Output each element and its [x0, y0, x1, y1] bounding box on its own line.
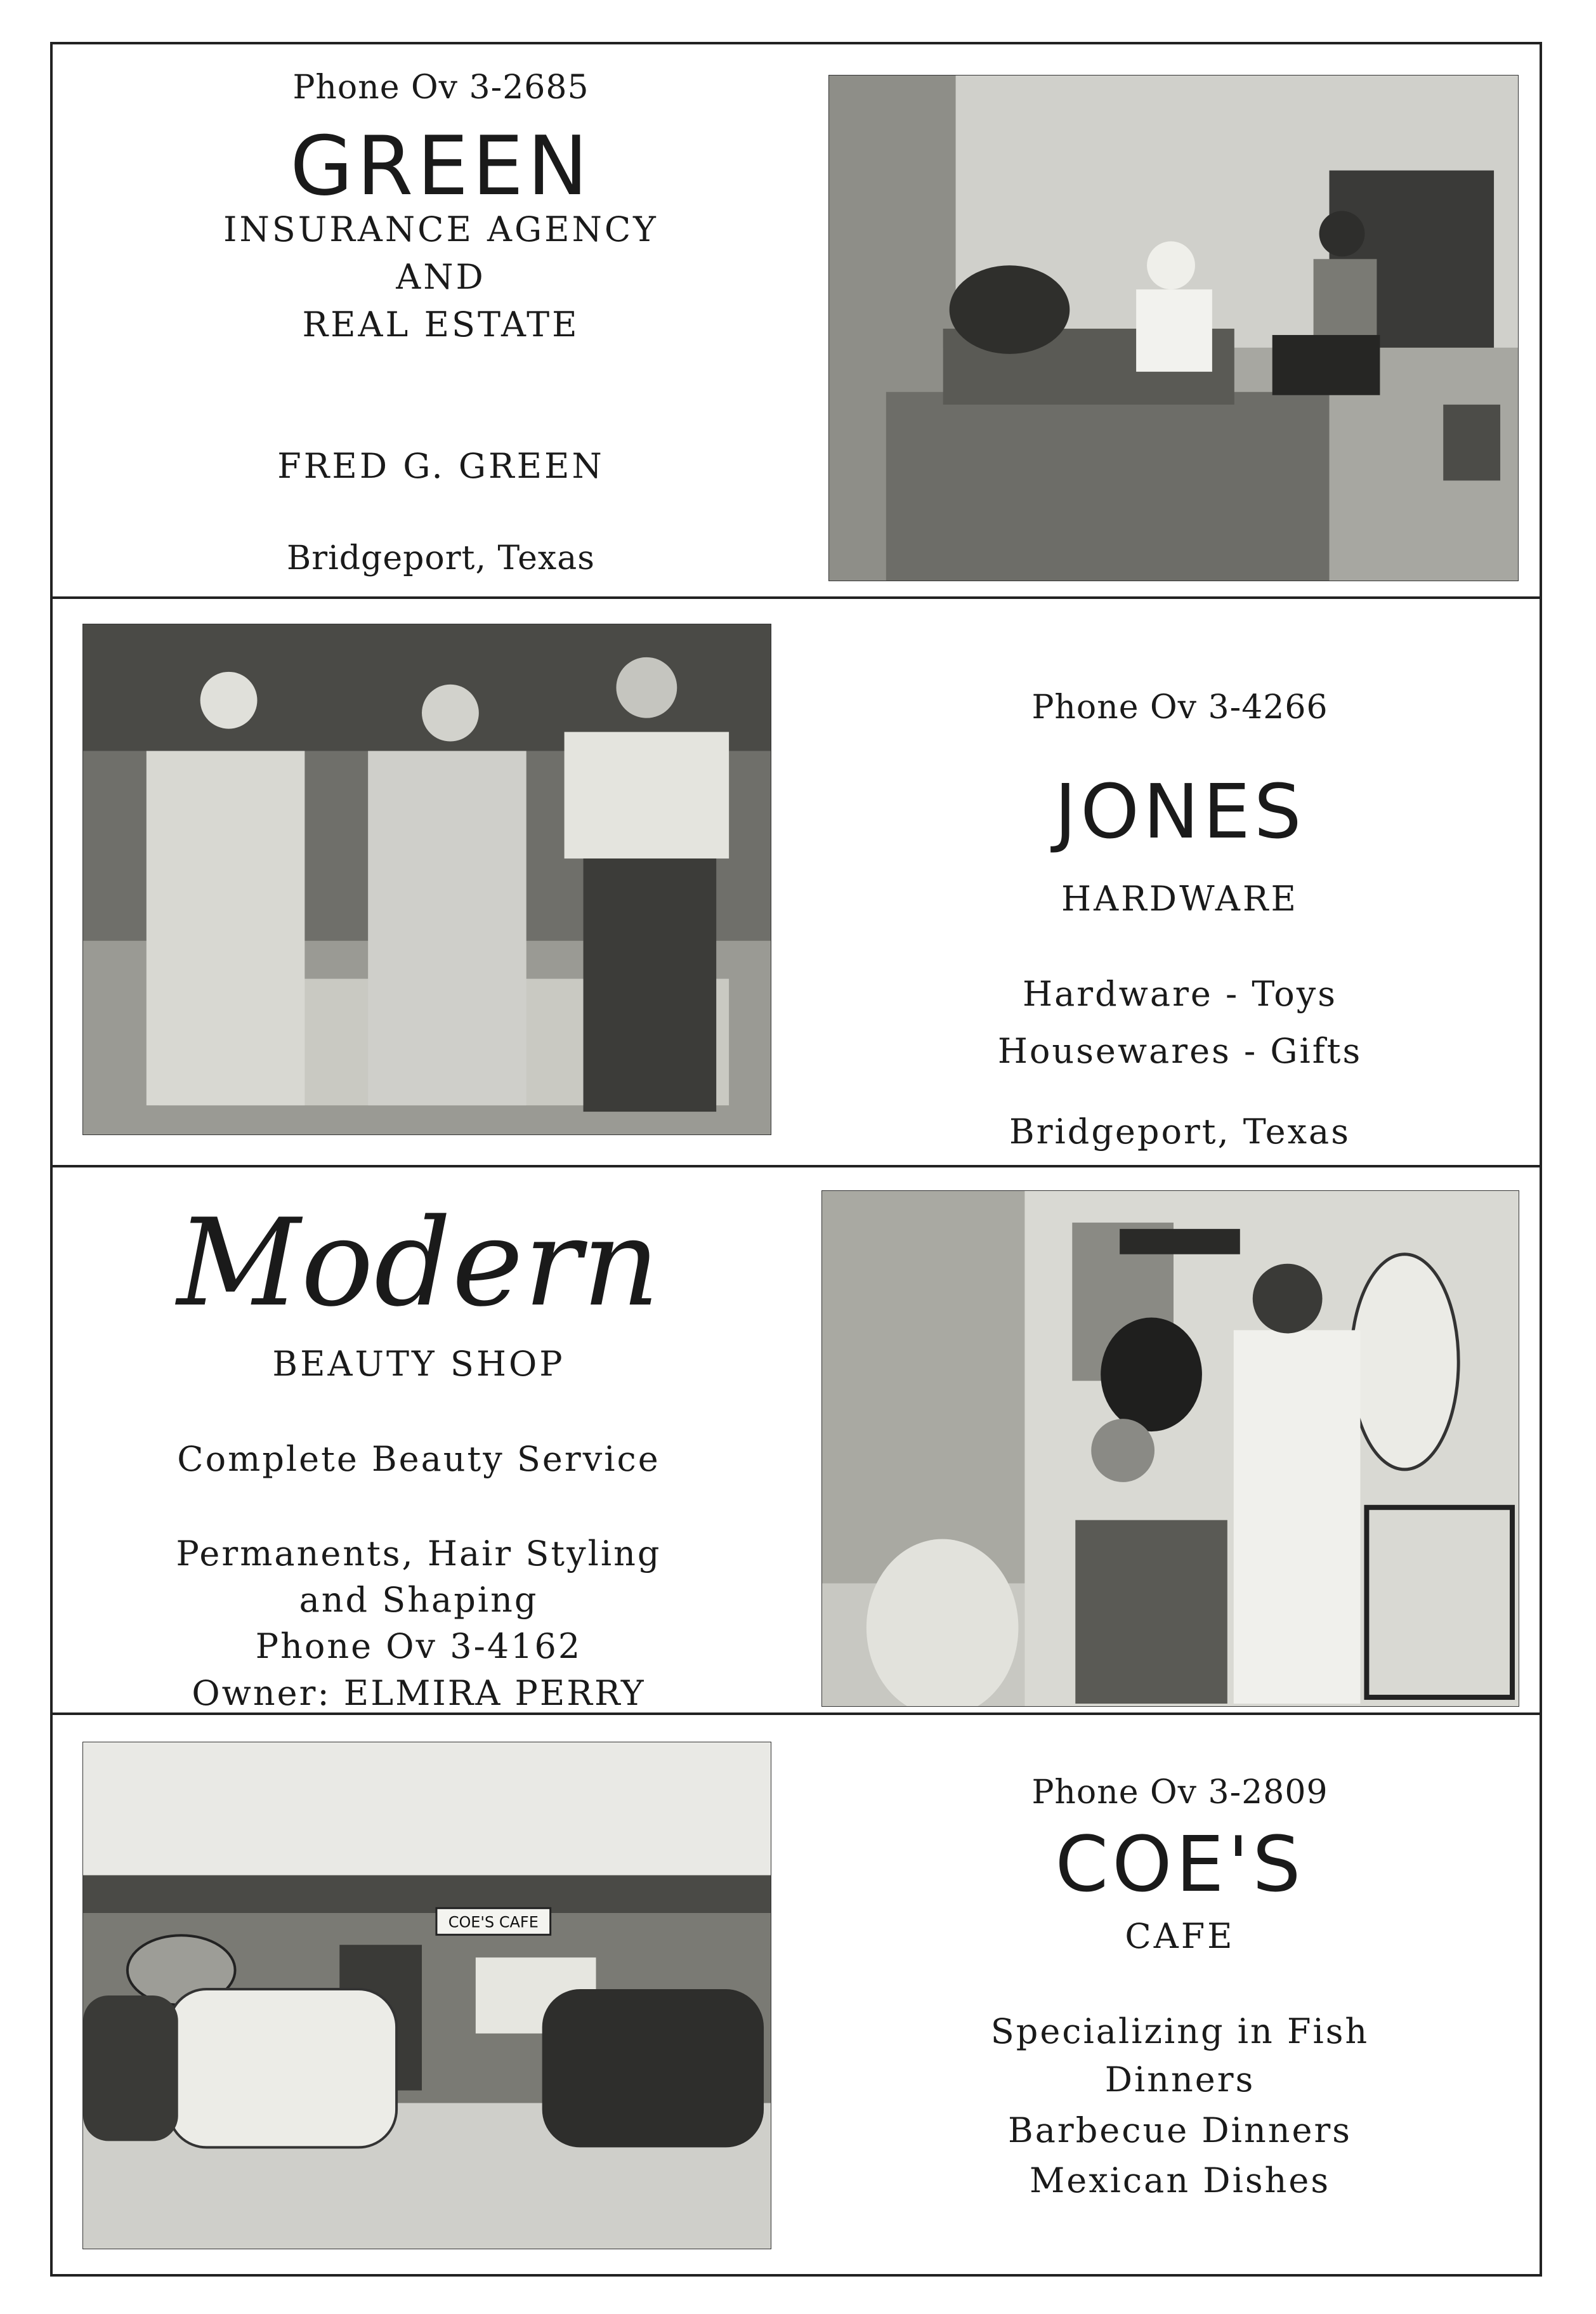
modern-subtitle: BEAUTY SHOP [272, 1344, 565, 1384]
green-line1: INSURANCE AGENCY [223, 209, 658, 249]
coes-line2: Dinners [1104, 2060, 1255, 2100]
modern-owner: Owner: ELMIRA PERRY [192, 1673, 646, 1713]
coes-line1: Specializing in Fish [990, 2011, 1370, 2051]
green-owner: FRED G. GREEN [277, 446, 605, 486]
modern-phone: Phone Ov 3-4162 [255, 1626, 582, 1666]
green-line3: REAL ESTATE [302, 305, 580, 345]
cafe-sign-text: COE'S CAFE [448, 1913, 539, 1931]
jones-subtitle: HARDWARE [1061, 879, 1298, 919]
green-phone: Phone Ov 3-2685 [292, 69, 589, 107]
jones-city: Bridgeport, Texas [1009, 1112, 1351, 1152]
jones-store-photo [82, 624, 771, 1135]
jones-line2: Housewares - Gifts [997, 1031, 1363, 1071]
section-divider [50, 596, 1542, 599]
jones-name: JONES [1054, 768, 1305, 855]
modern-line3: and Shaping [299, 1580, 539, 1620]
modern-salon-photo [821, 1190, 1519, 1707]
green-line2: AND [396, 257, 486, 297]
green-office-photo [828, 75, 1519, 581]
coes-line3: Barbecue Dinners [1008, 2110, 1352, 2150]
green-name: GREEN [290, 119, 592, 214]
modern-line2: Permanents, Hair Styling [176, 1534, 662, 1574]
coes-phone: Phone Ov 3-2809 [1031, 1773, 1328, 1811]
coes-cafe-photo [82, 1742, 771, 2249]
modern-name: Modern [176, 1193, 661, 1333]
jones-line1: Hardware - Toys [1023, 974, 1337, 1014]
coes-name: COE'S [1055, 1821, 1305, 1909]
coes-subtitle: CAFE [1125, 1916, 1235, 1956]
section-divider [50, 1165, 1542, 1167]
green-city: Bridgeport, Texas [287, 539, 595, 577]
coes-line4: Mexican Dishes [1029, 2160, 1331, 2200]
jones-phone: Phone Ov 3-4266 [1031, 688, 1328, 726]
modern-line1: Complete Beauty Service [177, 1439, 660, 1479]
